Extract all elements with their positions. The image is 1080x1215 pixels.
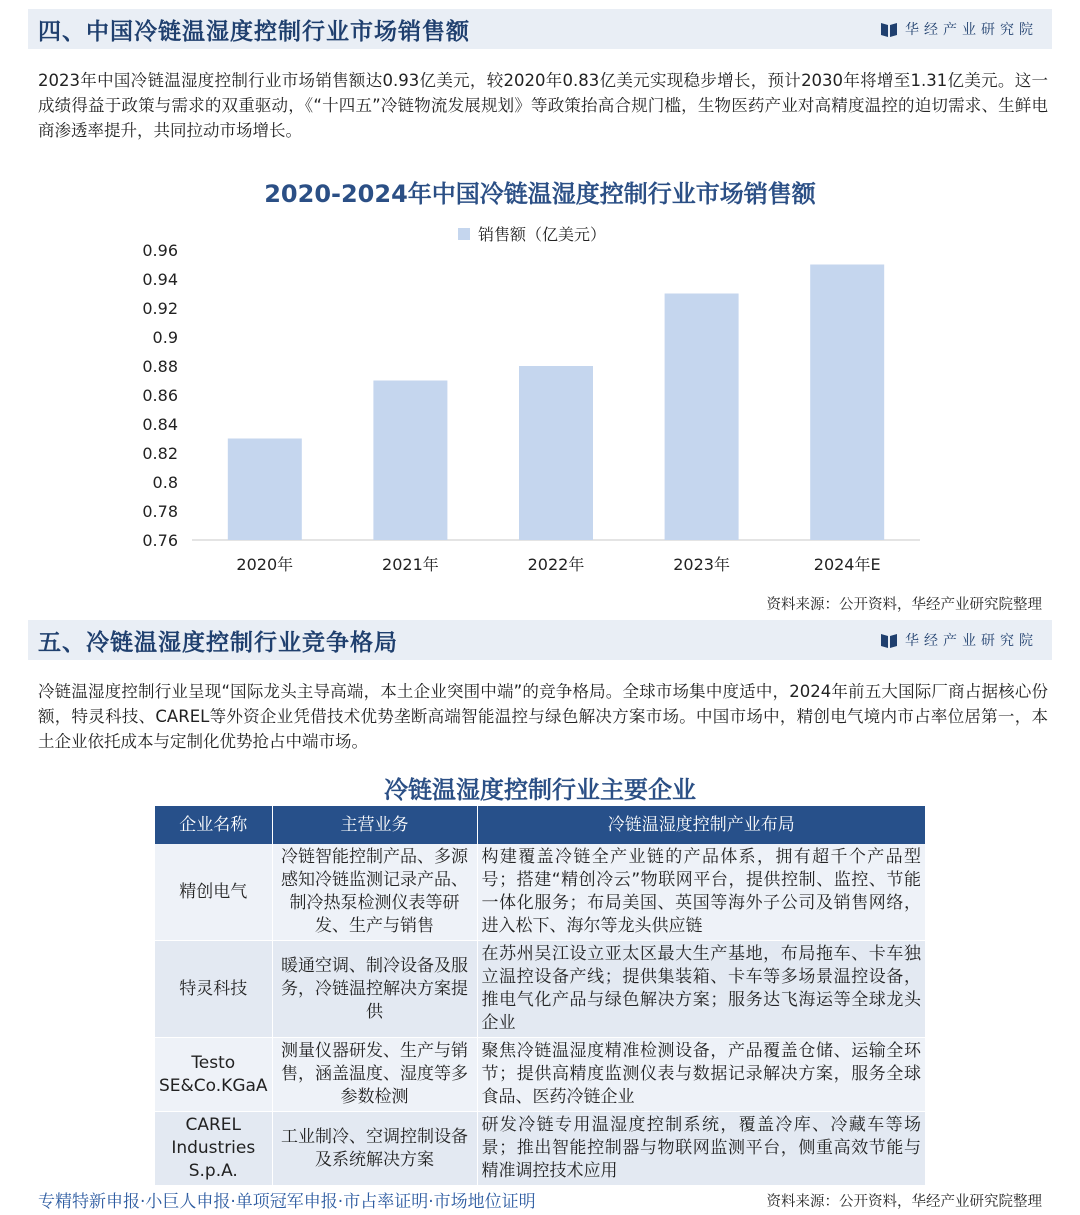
brand-logo-icon [881,632,897,648]
bar [519,366,593,540]
y-tick-label: 0.82 [142,444,178,463]
table-row [155,1038,925,1112]
footer-promo: 专精特新申报·小巨人申报·单项冠军申报·市占率证明·市场地位证明 [38,1192,536,1212]
section-4-header [28,9,1052,49]
x-tick-label: 2021年 [382,555,439,574]
brand-logo-icon [881,21,897,37]
table-header-cell: 主营业务 [272,806,477,844]
section-4-title: 四、中国冷链温湿度控制行业市场销售额 [38,18,470,45]
chart-title: 2020-2024年中国冷链温湿度控制行业市场销售额 [264,180,816,208]
business-cell: 冷链智能控制产品、多源感知冷链监测记录产品、制冷热泵检测仪表等研发、生产与销售 [272,844,477,941]
section-4-source: 资料来源：公开资料，华经产业研究院整理 [766,597,1042,613]
brand-logo [881,19,1052,39]
x-tick-label: 2024年E [813,555,881,574]
layout-cell: 聚焦冷链温湿度精准检测设备，产品覆盖仓储、运输全环节；提供高精度监测仪表与数据记录解决方案，服务全球食品、医药冷链企业 [477,1038,925,1112]
legend-label: 销售额（亿美元） [478,225,607,244]
bar [810,265,884,541]
section-5-paragraph: 冷链温湿度控制行业呈现“国际龙头主导高端，本土企业突围中端”的竞争格局。全球市场集中度适中，2024年前五大国际厂商占据核心份额，特灵科技、CAREL等外资企业凭借技术优势垄断高端智能温控与绿色解决方案市场。中国市场中，精创电气境内市占率位居第一，本土企业依托成本与定制化优势抢占中端市场。 [38,682,1048,751]
x-axis [236,555,880,574]
section-5-header [28,620,1052,660]
layout-cell: 构建覆盖冷链全产业链的产品体系，拥有超千个产品型号；搭建“精创冷云”物联网平台，提供控制、监控、节能一体化服务；布局美国、英国等海外子公司及销售网络，进入松下、海尔等龙头供应链 [477,844,925,941]
business-cell: 工业制冷、空调控制设备及系统解决方案 [272,1112,477,1186]
company-name-cell: Testo SE&Co.KGaA [155,1038,272,1112]
table-title: 冷链温湿度控制行业主要企业 [384,776,696,804]
y-tick-label: 0.76 [142,531,178,550]
layout-cell: 研发冷链专用温湿度控制系统，覆盖冷库、冷藏车等场景；推出智能控制器与物联网监测平台，侧重高效节能与精准调控技术应用 [477,1112,925,1186]
x-tick-label: 2022年 [527,555,585,574]
section-5-source: 资料来源：公开资料，华经产业研究院整理 [766,1194,1042,1210]
bar [373,381,447,541]
y-tick-label: 0.92 [142,299,178,318]
section-4-paragraph: 2023年中国冷链温湿度控制行业市场销售额达0.93亿美元，较2020年0.83亿美元实现稳步增长，预计2030年将增至1.31亿美元。这一成绩得益于政策与需求的双重驱动，《“十四五”冷链物流发展规划》等政策抬高合规门槛，生物医药产业对高精度温控的迫切需求、生鲜电商渗透率提升，共同拉动市场增长。 [38,71,1048,140]
business-cell: 暖通空调、制冷设备及服务，冷链温控解决方案提供 [272,941,477,1038]
table-row [155,844,925,941]
table-header-cell: 冷链温湿度控制产业布局 [477,806,925,844]
section-5-title: 五、冷链温湿度控制行业竞争格局 [38,629,398,656]
brand-logo [881,630,1052,650]
legend-swatch [458,228,470,240]
y-tick-label: 0.9 [152,328,178,347]
sales-bar-chart [0,210,1080,590]
layout-cell: 在苏州吴江设立亚太区最大生产基地，布局拖车、卡车独立温控设备产线；提供集装箱、卡车等多场景温控设备，推电气化产品与绿色解决方案；服务达飞海运等全球龙头企业 [477,941,925,1038]
x-tick-label: 2020年 [236,555,294,574]
bar [228,439,302,541]
y-tick-label: 0.88 [142,357,178,376]
business-cell: 测量仪器研发、生产与销售，涵盖温度、湿度等多参数检测 [272,1038,477,1112]
brand-name: 华经产业研究院 [905,633,1038,649]
table-row [155,1112,925,1186]
table-row [155,941,925,1038]
table-header-row [155,806,925,844]
y-tick-label: 0.94 [142,270,178,289]
y-tick-label: 0.8 [152,473,178,492]
y-tick-label: 0.84 [142,415,178,434]
bars [228,265,884,541]
y-tick-label: 0.96 [142,241,178,260]
chart-legend [458,225,606,244]
company-name-cell: 特灵科技 [155,941,272,1038]
table-header-cell: 企业名称 [155,806,272,844]
bar [665,294,739,541]
enterprise-table [155,806,925,1186]
x-tick-label: 2023年 [673,555,730,574]
company-name-cell: 精创电气 [155,844,272,941]
y-tick-label: 0.78 [142,502,178,521]
company-name-cell: CAREL Industries S.p.A. [155,1112,272,1186]
brand-name: 华经产业研究院 [905,22,1038,38]
y-tick-label: 0.86 [142,386,178,405]
